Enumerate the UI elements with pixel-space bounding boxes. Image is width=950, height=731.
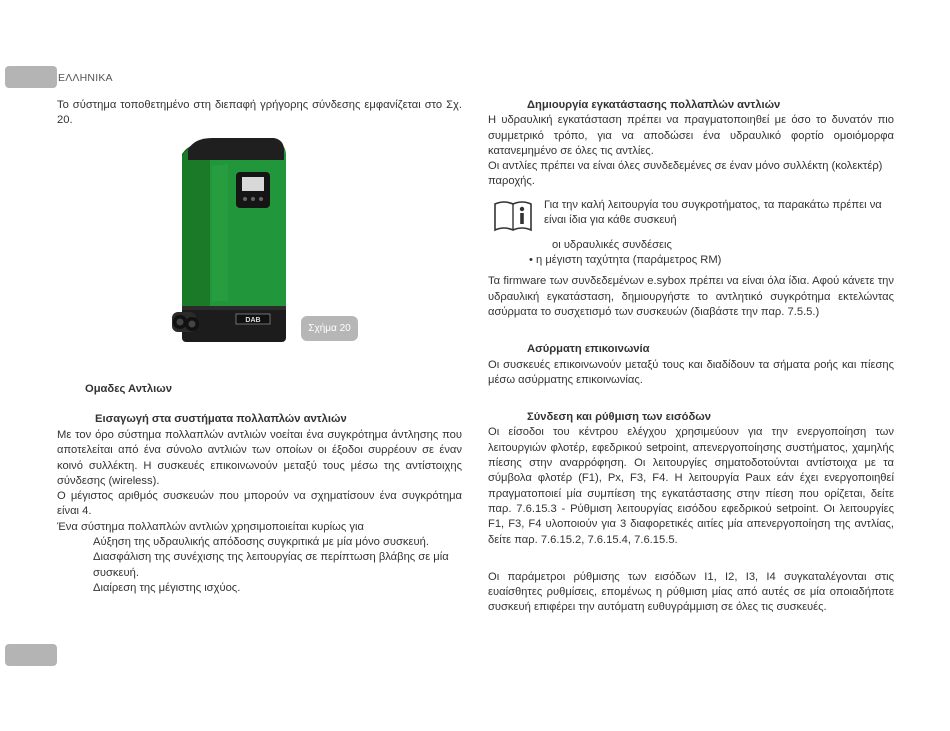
multipump-intro-body [57, 428, 462, 596]
paragraph-definition: Με τον όρο σύστημα πολλαπλών αντλιών νοείται ένα συγκρότημα άντλησης που αποτελείται από ένα σύνολο αντλιών των οποίων οι έξοδοι συρρέουν σε έναν κοινό συλλέκτη. Η συσκευές επικοινωνούν μεταξύ τους μέσω της αντίστοιχης σύνδεσης (wireless). [57, 429, 462, 487]
note-text: Για την καλή λειτουργία του συγκροτήματος, τα παρακάτω πρέπει να είναι ίδια για κάθε συσκευή [544, 198, 882, 227]
multipump-intro-title: Εισαγωγή στα συστήματα πολλαπλών αντλιών [95, 413, 347, 425]
intro-paragraph: Το σύστημα τοποθετημένο στη διεπαφή γρήγορης σύνδεσης εμφανίζεται στο Σχ. 20. [57, 99, 462, 127]
page-tab-top [5, 66, 57, 88]
paragraph-wireless: Οι συσκευές επικοινωνούν μεταξύ τους και διαδίδουν τα σήματα ροής και πίεσης μέσω ασύρματης επικοινωνίας. [488, 358, 894, 386]
figure-caption: Σχήμα 20 [301, 316, 358, 341]
paragraph-inputs: Οι είσοδοι του κέντρου ελέγχου χρησιμεύουν για την ενεργοποίηση των λειτουργιών φλοτέρ, εφεδρικού setpoint, απενεργοποίησης συστήματος, χαμηλής πίεσης στην αναρρόφηση. Οι λειτουργίες σηματοδοτούνται αντίστοιχα με τα σύμβολα φλοτέρ (F1), Px, F3, F4. Η λειτουργία Paux εάν έχει ενεργοποιηθεί πραγματοποιεί μία συμπίεση της εγκατάστασης στην πίεση που ορίζεται, δείτε παρ. 7.6.15.3 - Ρύθμιση λειτουργίας εισόδου εφεδρικού setpoint. Οι λειτουργίες F1, F3, F4 υλοποιούν για 3 διαφορετικές αιτίες μία απενεργοποίηση της αντλίας, δείτε παρ. 7.6.15.2, 7.6.15.4, 7.6.15.5. [488, 426, 894, 546]
paragraph-collector: Οι αντλίες πρέπει να είναι όλες συνδεδεμένες σε έναν μόνο συλλέκτη (κολεκτέρ) παροχής. [488, 160, 883, 188]
paragraph-firmware: Τα firmware των συνδεδεμένων e.sybox πρέπει να είναι όλα ίδια. Αφού κάνετε την υδραυλική εγκατάσταση, δημιουργήστε το αντλητικό συγκρότημα εκτελώντας ασύρματα το συσχετισμό των συσκευών (διαβάστε την παρ. 7.5.5.) [488, 275, 894, 318]
pump-figure [168, 136, 293, 348]
brand-label: DAB [245, 317, 261, 324]
list-item: Διαίρεση της μέγιστης ισχύος. [93, 581, 241, 594]
note-item: οι υδραυλικές συνδέσεις [552, 238, 672, 251]
page-tab-bottom [5, 644, 57, 666]
section-title-installation: Δημιουργία εγκατάστασης πολλαπλών αντλιών [527, 99, 781, 111]
book-info-icon [492, 198, 534, 234]
pump-illustration [168, 136, 293, 348]
paragraph-input-params: Οι παράμετροι ρύθμισης των εισόδων I1, I2, I3, I4 συγκαταλέγονται στις ευαίσθητες ρυθμίσεις, επομένως η ρύθμιση μίας από αυτές σε μία οποιαδήποτε συσκευή επιφέρει την αυτόματη ευθυγράμμιση σε όλες τις συσκευές. [488, 570, 894, 614]
note-item: • η μέγιστη ταχύτητα (παράμετρος RM) [529, 254, 722, 267]
section-title-wireless: Ασύρματη επικοινωνία [527, 343, 650, 356]
paragraph-usage: Ένα σύστημα πολλαπλών αντλιών χρησιμοποιείται κυρίως για [57, 520, 364, 533]
groups-title: Ομαδες Αντλιων [85, 383, 172, 395]
section-title-inputs: Σύνδεση και ρύθμιση των εισόδων [527, 411, 711, 424]
language-label: ΕΛΛΗΝΙΚΑ [58, 72, 113, 84]
note-box [488, 198, 894, 234]
list-item: Αύξηση της υδραυλικής απόδοσης συγκριτικά με μία μόνο συσκευή. [93, 536, 429, 549]
paragraph-max-devices: Ο μέγιστος αριθμός συσκευών που μπορούν να σχηματίσουν ένα συγκρότημα είναι 4. [57, 490, 462, 518]
right-column [488, 98, 894, 616]
paragraph-symmetric: Η υδραυλική εγκατάσταση πρέπει να πραγματοποιηθεί με όσο το δυνατόν πιο συμμετρικό τρόπο, για να αποδώσει ένα υδραυλικό φορτίο ομοιόμορφα κατανεμημένο σε όλες τις αντλίες. [488, 114, 894, 157]
list-item: Διασφάλιση της συνέχισης της λειτουργίας σε περίπτωση βλάβης σε μία συσκευή. [93, 551, 449, 579]
